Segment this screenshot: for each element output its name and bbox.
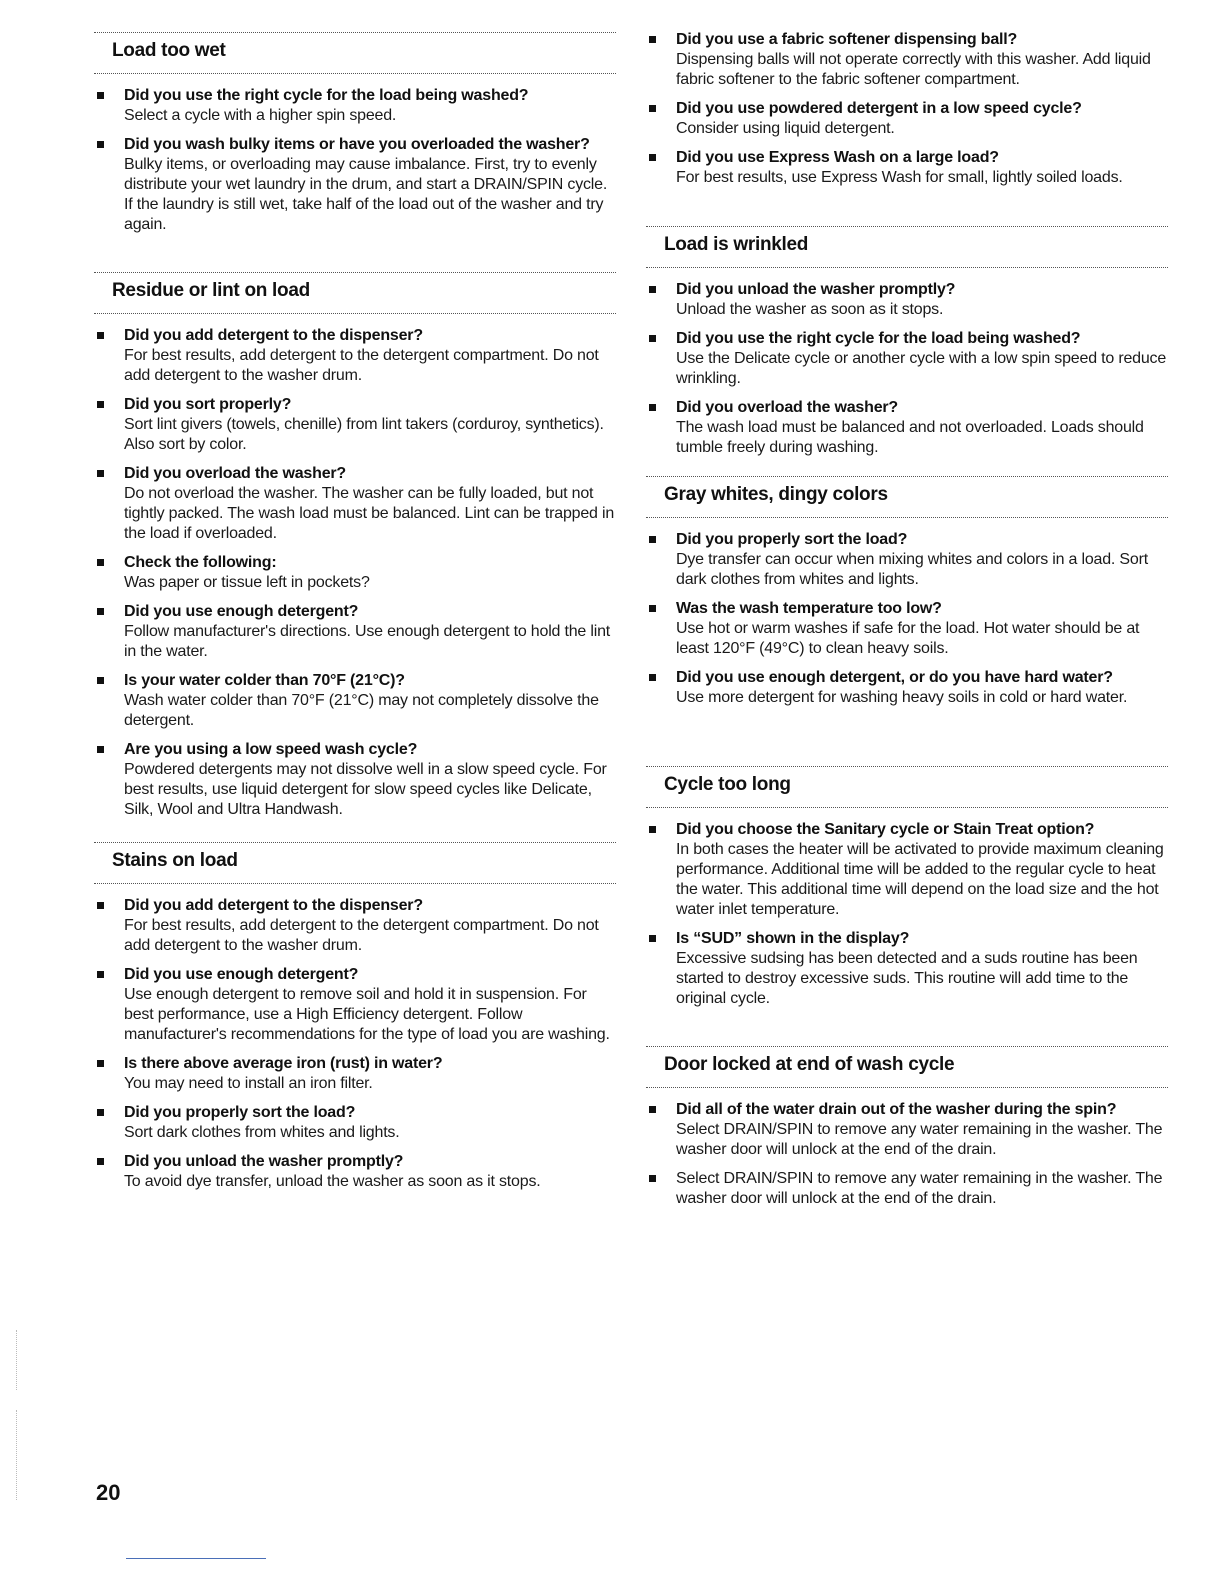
- question-list: [88, 326, 616, 829]
- list-item: [640, 820, 1168, 920]
- square-bullet-icon: [97, 971, 104, 978]
- square-bullet-icon: [97, 677, 104, 684]
- question: Did you use Express Wash on a large load?: [676, 149, 999, 166]
- divider: [646, 267, 1168, 268]
- answer: You may need to install an iron filter.: [124, 1075, 373, 1092]
- question: Did you use enough detergent?: [124, 966, 359, 983]
- question: Did you choose the Sanitary cycle or Stain Treat option?: [676, 821, 1095, 838]
- question: Is your water colder than 70°F (21°C)?: [124, 672, 405, 689]
- answer: For best results, add detergent to the detergent compartment. Do not add detergent to the washer drum.: [124, 347, 599, 384]
- section-header: [88, 32, 616, 74]
- divider: [646, 1046, 1168, 1047]
- question: Did you use the right cycle for the load being washed?: [676, 330, 1081, 347]
- square-bullet-icon: [97, 92, 104, 99]
- answer: For best results, use Express Wash for small, lightly soiled loads.: [676, 169, 1123, 186]
- list-item: [640, 148, 1168, 188]
- section-door-locked: [640, 1046, 1168, 1207]
- answer: Select DRAIN/SPIN to remove any water remaining in the washer. The washer door will unlock at the end of the drain.: [676, 1170, 1163, 1207]
- answer: Was paper or tissue left in pockets?: [124, 574, 370, 591]
- section-header: [640, 766, 1168, 808]
- square-bullet-icon: [649, 826, 656, 833]
- divider: [646, 1087, 1168, 1088]
- list-item: [88, 740, 616, 820]
- question: Did all of the water drain out of the washer during the spin?: [676, 1101, 1117, 1118]
- question: Did you wash bulky items or have you overloaded the washer?: [124, 136, 590, 153]
- question: Did you overload the washer?: [124, 465, 347, 482]
- answer: Wash water colder than 70°F (21°C) may not completely dissolve the detergent.: [124, 692, 599, 729]
- question: Did you use enough detergent?: [124, 603, 359, 620]
- square-bullet-icon: [97, 608, 104, 615]
- section-residue-or-lint: [88, 272, 616, 818]
- square-bullet-icon: [649, 1175, 656, 1182]
- answer: Use hot or warm washes if safe for the load. Hot water should be at least 120°F (49°C) to clean heavy soils.: [676, 620, 1140, 657]
- answer: Powdered detergents may not dissolve well in a slow speed cycle. For best results, use liquid detergent for slow speed cycles like Delicate, Silk, Wool and Ultra Handwash.: [124, 761, 607, 818]
- square-bullet-icon: [97, 1109, 104, 1116]
- question: Is there above average iron (rust) in water?: [124, 1055, 443, 1072]
- section-title: Load too wet: [112, 40, 226, 61]
- answer: For best results, add detergent to the detergent compartment. Do not add detergent to the washer drum.: [124, 917, 599, 954]
- question-list: [640, 530, 1168, 717]
- section-title: Load is wrinkled: [664, 234, 809, 255]
- answer: Use enough detergent to remove soil and hold it in suspension. For best performance, use a High Efficiency detergent. Follow manufacturer's recommendations for the type of load you are washing.: [124, 986, 610, 1043]
- divider: [646, 807, 1168, 808]
- divider: [94, 32, 616, 33]
- list-item: [88, 1152, 616, 1192]
- divider: [94, 73, 616, 74]
- question: Did you use enough detergent, or do you have hard water?: [676, 669, 1113, 686]
- answer: Sort dark clothes from whites and lights.: [124, 1124, 400, 1141]
- square-bullet-icon: [649, 154, 656, 161]
- page-number: 20: [96, 1480, 121, 1505]
- answer: Bulky items, or overloading may cause imbalance. First, try to evenly distribute your wet laundry in the drum, and start a DRAIN/SPIN cycle. If the laundry is still wet, take half of the load out of the washer and try again.: [124, 156, 608, 233]
- square-bullet-icon: [97, 746, 104, 753]
- answer: Excessive sudsing has been detected and a suds routine has been started to destroy excessive suds. This routine will add time to the original cycle.: [676, 950, 1138, 1007]
- square-bullet-icon: [649, 674, 656, 681]
- list-item: [88, 395, 616, 455]
- question: Did you add detergent to the dispenser?: [124, 897, 423, 914]
- question-list: [640, 1100, 1168, 1218]
- divider: [646, 766, 1168, 767]
- square-bullet-icon: [97, 141, 104, 148]
- square-bullet-icon: [97, 332, 104, 339]
- divider: [646, 226, 1168, 227]
- question: Did you overload the washer?: [676, 399, 899, 416]
- list-item: [640, 280, 1168, 320]
- list-item: [640, 668, 1168, 708]
- answer: Do not overload the washer. The washer can be fully loaded, but not tightly packed. The wash load must be balanced. Lint can be trapped in the load if overloaded.: [124, 485, 615, 542]
- margin-mark: [16, 1330, 17, 1390]
- square-bullet-icon: [649, 1106, 656, 1113]
- section-title: Door locked at end of wash cycle: [664, 1054, 955, 1075]
- section-title: Stains on load: [112, 850, 238, 871]
- answer: Consider using liquid detergent.: [676, 120, 895, 137]
- square-bullet-icon: [97, 401, 104, 408]
- section-cycle-too-long: [640, 766, 1168, 1007]
- section-header: [640, 1046, 1168, 1088]
- list-item: [88, 135, 616, 235]
- answer: Select a cycle with a higher spin speed.: [124, 107, 397, 124]
- list-item: [640, 99, 1168, 139]
- answer: Sort lint givers (towels, chenille) from lint takers (corduroy, synthetics). Also sort by color.: [124, 416, 604, 453]
- section-title: Cycle too long: [664, 774, 791, 795]
- square-bullet-icon: [649, 404, 656, 411]
- square-bullet-icon: [97, 470, 104, 477]
- question: Was the wash temperature too low?: [676, 600, 942, 617]
- square-bullet-icon: [649, 36, 656, 43]
- list-item: [640, 530, 1168, 590]
- question: Check the following:: [124, 554, 277, 571]
- list-item: [640, 599, 1168, 659]
- list-item: [640, 30, 1168, 90]
- square-bullet-icon: [649, 935, 656, 942]
- question: Did you properly sort the load?: [124, 1104, 356, 1121]
- list-item: [88, 464, 616, 544]
- list-item: [88, 1054, 616, 1094]
- list-item: [640, 398, 1168, 458]
- question: Did you unload the washer promptly?: [676, 281, 956, 298]
- square-bullet-icon: [97, 1060, 104, 1067]
- continued-question-list: [640, 30, 1168, 197]
- answer: The wash load must be balanced and not overloaded. Loads should tumble freely during washing.: [676, 419, 1144, 456]
- question: Did you unload the washer promptly?: [124, 1153, 404, 1170]
- answer: Dye transfer can occur when mixing whites and colors in a load. Sort dark clothes from whites and lights.: [676, 551, 1148, 588]
- question: Did you add detergent to the dispenser?: [124, 327, 423, 344]
- question: Did you use a fabric softener dispensing ball?: [676, 31, 1018, 48]
- list-item: [88, 602, 616, 662]
- answer: Use the Delicate cycle or another cycle with a low spin speed to reduce wrinkling.: [676, 350, 1167, 387]
- answer: Select DRAIN/SPIN to remove any water remaining in the washer. The washer door will unlock at the end of the drain.: [676, 1121, 1163, 1158]
- list-item: [88, 671, 616, 731]
- square-bullet-icon: [97, 559, 104, 566]
- square-bullet-icon: [649, 335, 656, 342]
- footer-rule: [126, 1558, 266, 1559]
- list-item: [640, 929, 1168, 1009]
- square-bullet-icon: [649, 286, 656, 293]
- answer: Use more detergent for washing heavy soils in cold or hard water.: [676, 689, 1128, 706]
- answer: In both cases the heater will be activated to provide maximum cleaning performance. Additional time will be added to the regular cycle to heat the water. This additional time will depend on the load size and the hot water inlet temperature.: [676, 841, 1164, 918]
- list-item: [88, 326, 616, 386]
- question: Are you using a low speed wash cycle?: [124, 741, 418, 758]
- square-bullet-icon: [97, 902, 104, 909]
- answer: To avoid dye transfer, unload the washer as soon as it stops.: [124, 1173, 541, 1190]
- answer: Dispensing balls will not operate correctly with this washer. Add liquid fabric softener to the fabric softener compartment.: [676, 51, 1151, 88]
- question-list: [88, 86, 616, 244]
- question: Is “SUD” shown in the display?: [676, 930, 910, 947]
- list-item: [640, 1100, 1168, 1160]
- square-bullet-icon: [649, 536, 656, 543]
- section-gray-whites: [640, 476, 1168, 706]
- section-load-too-wet: [88, 32, 616, 233]
- list-item: [88, 896, 616, 956]
- square-bullet-icon: [649, 605, 656, 612]
- section-title: Residue or lint on load: [112, 280, 310, 301]
- divider: [646, 476, 1168, 477]
- question-list: [640, 820, 1168, 1018]
- divider: [94, 883, 616, 884]
- divider: [94, 842, 616, 843]
- list-item: [88, 1103, 616, 1143]
- question: Did you use powdered detergent in a low speed cycle?: [676, 100, 1082, 117]
- square-bullet-icon: [97, 1158, 104, 1165]
- answer: Unload the washer as soon as it stops.: [676, 301, 944, 318]
- divider: [94, 272, 616, 273]
- question: Did you sort properly?: [124, 396, 292, 413]
- section-title: Gray whites, dingy colors: [664, 484, 888, 505]
- list-item: [88, 553, 616, 593]
- list-item: [88, 965, 616, 1045]
- answer: Follow manufacturer's directions. Use enough detergent to hold the lint in the water.: [124, 623, 611, 660]
- section-header: [640, 226, 1168, 268]
- question: Did you properly sort the load?: [676, 531, 908, 548]
- section-header: [88, 272, 616, 314]
- section-load-is-wrinkled: [640, 226, 1168, 456]
- list-item: [640, 329, 1168, 389]
- section-header: [640, 476, 1168, 518]
- question-list: [88, 896, 616, 1201]
- list-item: [640, 1169, 1168, 1209]
- divider: [94, 313, 616, 314]
- question: Did you use the right cycle for the load being washed?: [124, 87, 529, 104]
- divider: [646, 517, 1168, 518]
- margin-mark: [16, 1410, 17, 1500]
- question-list: [640, 280, 1168, 467]
- square-bullet-icon: [649, 105, 656, 112]
- section-stains-on-load: [88, 842, 616, 1190]
- section-header: [88, 842, 616, 884]
- list-item: [88, 86, 616, 126]
